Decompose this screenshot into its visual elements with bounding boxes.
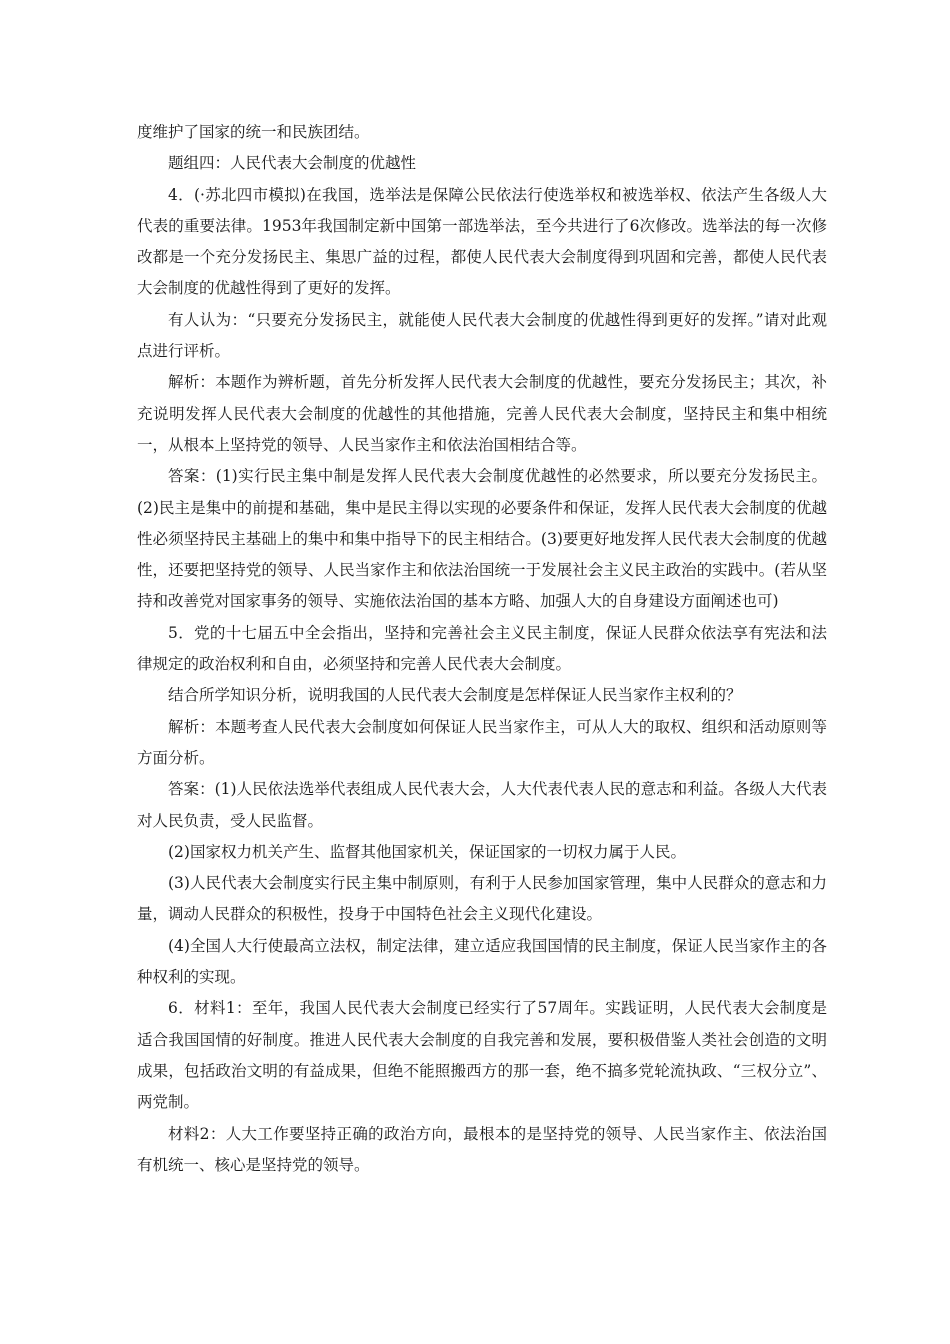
question-5-answer-1: 答案：(1)人民依法选举代表组成人民代表大会，人大代表代表人民的意志和利益。各级人大代表对人民负责，受人民监督。 <box>137 780 827 830</box>
question-4: 4．(·苏北四市模拟)在我国，选举法是保障公民依法行使选举权和被选举权、依法产生各级人大代表的重要法律。1953年我国制定新中国第一部选举法，至今共进行了6次修改。选举法的每一次修改都是一个充分发扬民主、集思广益的过程，都使人民代表大会制度得到巩固和完善，都使人民代表大会制度的优越性得到了更好的发挥。 <box>137 185 827 298</box>
section-heading: 题组四：人民代表大会制度的优越性 <box>168 154 417 173</box>
question-5-answer-4: (4)全国人大行使最高立法权，制定法律，建立适应我国国情的民主制度，保证人民当家作主的各种权利的实现。 <box>137 936 827 987</box>
question-4-answer: 答案：(1)实行民主集中制是发挥人民代表大会制度优越性的必然要求，所以要充分发扬民主。(2)民主是集中的前提和基础，集中是民主得以实现的必要条件和保证，发挥人民代表大会制度的优越性必须坚持民主基础上的集中和集中指导下的民主相结合。(3)要更好地发挥人民代表大会制度的优越性，还要把坚持党的领导、人民当家作主和依法治国统一于发展社会主义民主政治的实践中。(若从坚持和改善党对国家事务的领导、实施依法治国的基本方略、加强人大的自身建设方面阐述也可) <box>137 467 827 611</box>
question-5: 5．党的十七届五中全会指出，坚持和完善社会主义民主制度，保证人民群众依法享有宪法和法律规定的政治权利和自由，必须坚持和完善人民代表大会制度。 <box>137 623 827 674</box>
question-5-answer-2: (2)国家权力机关产生、监督其他国家机关，保证国家的一切权力属于人民。 <box>168 842 686 861</box>
question-4-analysis: 解析：本题作为辨析题，首先分析发挥人民代表大会制度的优越性，要充分发扬民主；其次，补充说明发挥人民代表大会制度的优越性的其他措施，完善人民代表大会制度，坚持民主和集中相统一，从根本上坚持党的领导、人民当家作主和依法治国相结合等。 <box>137 373 827 454</box>
question-6-material-2: 材料2：人大工作要坚持正确的政治方向，最根本的是坚持党的领导、人民当家作主、依法治国有机统一、核心是坚持党的领导。 <box>137 1124 827 1174</box>
question-5-prompt: 结合所学知识分析，说明我国的人民代表大会制度是怎样保证人民当家作主权利的？ <box>168 686 742 705</box>
question-4-prompt: 有人认为：“只要充分发扬民主，就能使人民代表大会制度的优越性得到更好的发挥。”请对此观点进行评析。 <box>137 310 827 361</box>
question-6-material-1: 6．材料1：至年，我国人民代表大会制度已经实行了57周年。实践证明，人民代表大会制度是适合我国国情的好制度。推进人民代表大会制度的自我完善和发展，要积极借鉴人类社会创造的文明成果，包括政治文明的有益成果，但绝不能照搬西方的那一套，绝不搞多党轮流执政、“三权分立”、两党制。 <box>137 999 827 1112</box>
document-page <box>137 117 827 1181</box>
paragraph-1: 度维护了国家的统一和民族团结。 <box>137 123 370 141</box>
question-5-answer-3: (3)人民代表大会制度实行民主集中制原则，有利于人民参加国家管理，集中人民群众的意志和力量，调动人民群众的积极性，投身于中国特色社会主义现代化建设。 <box>137 874 827 924</box>
question-5-analysis: 解析：本题考查人民代表大会制度如何保证人民当家作主，可从人大的取权、组织和活动原则等方面分析。 <box>137 717 827 767</box>
